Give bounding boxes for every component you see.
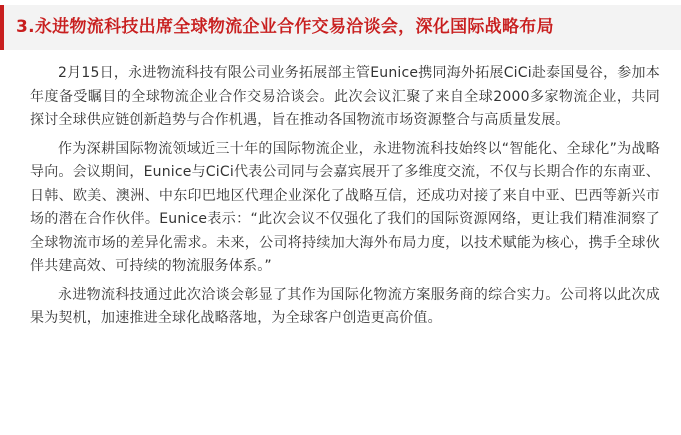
article-body — [30, 62, 660, 336]
section-header — [0, 5, 681, 50]
paragraph-meeting-details: 作为深耕国际物流领域近三十年的国际物流企业，永进物流科技始终以“智能化、全球化”为战略导向。会议期间，Eunice与CiCi代表公司同与会嘉宾展开了多维度交流，不仅与长期合作的东南亚、日韩、欧美、澳洲、中东印巴地区代理企业深化了战略互信，还成功对接了来自中亚、巴西等新兴市场的潜在合作伙伴。Eunice表示：“此次会议不仅强化了我们的国际资源网络，更让我们精准洞察了全球物流市场的差异化需求。未来，公司将持续加大海外布局力度，以技术赋能为核心，携手全球伙伴共建高效、可持续的物流服务体系。” — [30, 140, 660, 274]
paragraph-conclusion: 永进物流科技通过此次洽谈会彰显了其作为国际化物流方案服务商的综合实力。公司将以此次成果为契机，加速推进全球化战略落地，为全球客户创造更高价值。 — [30, 286, 660, 326]
section-title: 3.永进物流科技出席全球物流企业合作交易洽谈会，深化国际战略布局 — [16, 17, 554, 37]
paragraph-meeting-intro: 2月15日，永进物流科技有限公司业务拓展部主管Eunice携同海外拓展CiCi赴泰国曼谷，参加本年度备受瞩目的全球物流企业合作交易洽谈会。此次会议汇聚了来自全球2000多家物流企业，共同探讨全球供应链创新趋势与合作机遇，旨在推动各国物流市场资源整合与高质量发展。 — [30, 65, 660, 128]
